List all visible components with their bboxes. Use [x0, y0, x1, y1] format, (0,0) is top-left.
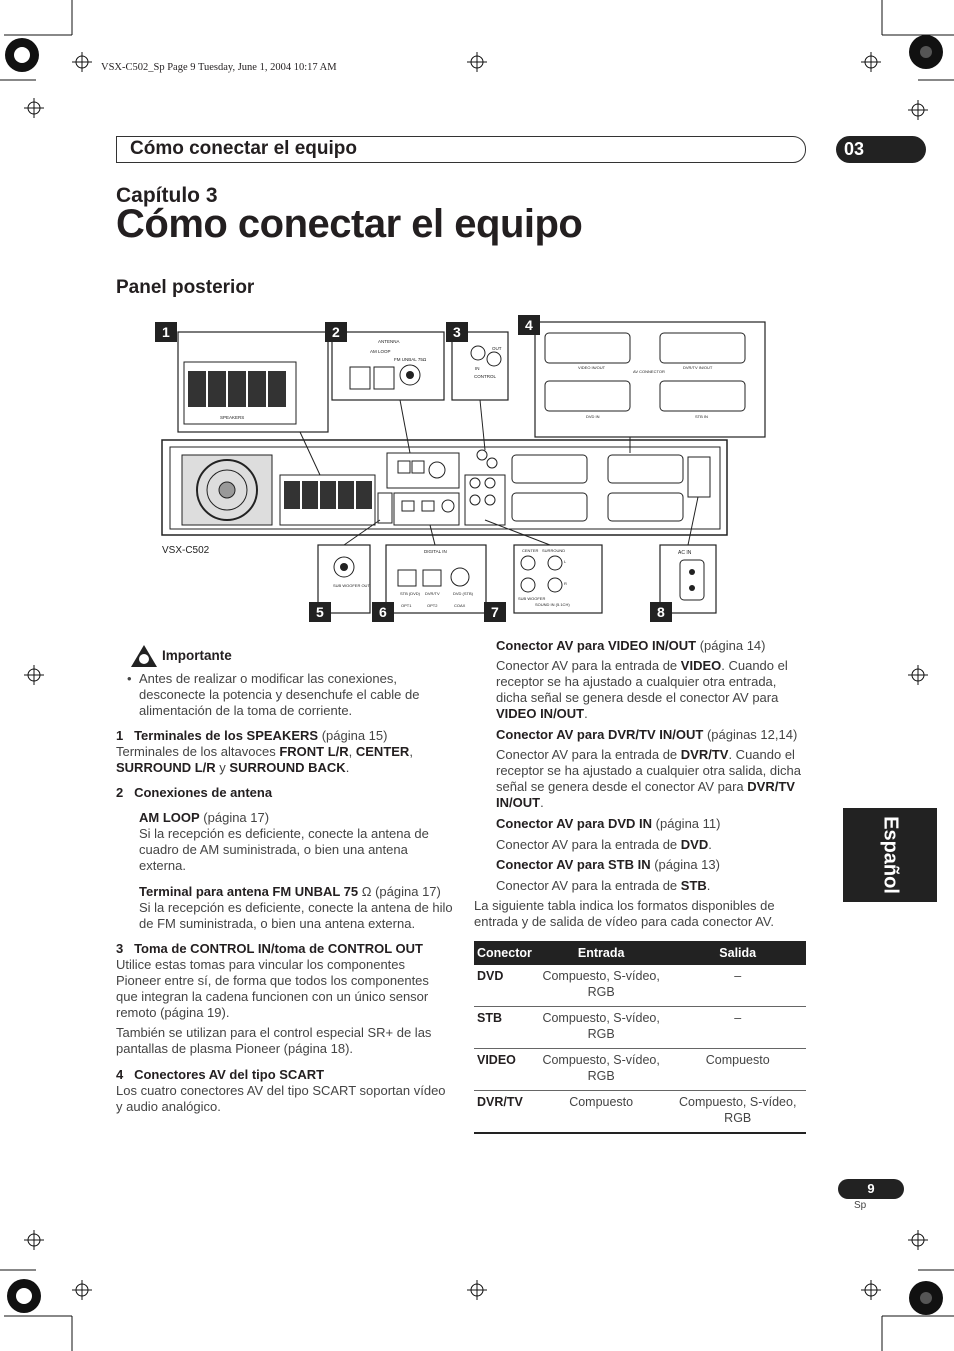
am-loop-page: (página 17): [203, 810, 270, 825]
dvd-text-2: .: [708, 837, 712, 852]
item-1-sep: ,: [348, 744, 356, 759]
label-control: CONTROL: [474, 374, 497, 379]
item-1-page: (página 15): [321, 728, 388, 743]
chapter-label: Capítulo 3: [116, 184, 218, 207]
item-4-heading: Conectores AV del tipo SCART: [134, 1067, 325, 1082]
rear-panel-diagram: [150, 315, 770, 625]
item-4-number: 4: [116, 1067, 124, 1082]
callout-number: 6: [379, 604, 387, 620]
callout-number: 7: [491, 604, 499, 620]
video-text: [496, 658, 810, 722]
am-loop-text: Si la recepción es deficiente, conecte la antena de cuadro de AM suministrada, o bien una antena externa.: [139, 826, 429, 873]
section-title: Panel posterior: [116, 277, 255, 298]
stb-heading: Conector AV para STB IN: [496, 857, 651, 872]
item-2-heading: Conexiones de antena: [134, 785, 273, 800]
page-number: 9: [838, 1179, 904, 1199]
label-dvd-stb: DVD (STB): [453, 591, 473, 596]
table-intro: La siguiente tabla indica los formatos disponibles de entrada y de salida de vídeo para cada conector AV.: [474, 898, 775, 929]
item-1-surround: SURROUND L/R: [116, 760, 216, 775]
callout-5: [309, 602, 331, 622]
label-sub-woofer: SUB WOOFER: [518, 596, 546, 601]
item-3-number: 3: [116, 941, 124, 956]
dvd-page: (página 11): [655, 816, 721, 831]
crop-mark-mid-left: [24, 665, 44, 685]
important-title: Importante: [162, 648, 232, 663]
item-1-sep: y: [215, 760, 230, 775]
important-bullet: Antes de realizar o modificar las conexiones, desconecte la potencia y desenchufe el cable de alimentación de la toma de corriente.: [139, 671, 420, 718]
dvr-page: (páginas 12,14): [706, 727, 798, 742]
stb-text-1: Conector AV para la entrada de: [496, 878, 681, 893]
dvd-bold: DVD: [680, 837, 709, 852]
table-cell: Compuesto: [669, 1049, 806, 1091]
scart-detail: [535, 322, 765, 453]
label-surround: SURROUND: [542, 548, 566, 553]
dvr-text-3: .: [540, 795, 544, 810]
table-row: [474, 1091, 806, 1134]
video-entry: [496, 638, 810, 654]
label-l: L: [564, 559, 567, 564]
label-digital-in: DIGITAL IN: [424, 549, 447, 554]
item-2-number: 2: [116, 785, 124, 800]
callout-8: [650, 602, 672, 622]
item-3-heading: Toma de CONTROL IN/toma de CONTROL OUT: [134, 941, 423, 956]
table-cell: DVD: [474, 965, 533, 1007]
crop-mark-top-center: [467, 52, 487, 72]
callout-number: 4: [525, 317, 533, 333]
item-4: [116, 1067, 452, 1115]
page-language: Sp: [854, 1200, 867, 1211]
crop-mark-top-right: [861, 0, 954, 120]
model-label: VSX-C502: [162, 545, 210, 556]
dvr-text-1: Conector AV para la entrada de: [496, 747, 681, 762]
stb-text-2: .: [706, 878, 711, 893]
table-cell: Compuesto, S-vídeo, RGB: [533, 965, 670, 1007]
dvd-entry: [496, 816, 810, 832]
callout-number: 8: [657, 604, 665, 620]
table-header: Conector: [474, 941, 533, 965]
label-speakers: SPEAKERS: [220, 415, 245, 420]
item-1-text: Terminales de los altavoces: [116, 744, 280, 759]
item-1-sep: ,: [409, 744, 413, 759]
label-control-in: IN: [475, 366, 480, 371]
crop-mark-bottom-left: [0, 1230, 92, 1351]
video-bold-2: VIDEO IN/OUT: [496, 706, 585, 721]
item-1-number: 1: [116, 728, 124, 743]
label-dvr-tv: DVR/TV: [425, 591, 440, 596]
fm-heading: Terminal para antena FM UNBAL 75: [139, 884, 362, 899]
table-header-row: [474, 941, 806, 965]
label-fm-unbal: FM UNBAL 75Ω: [394, 357, 427, 362]
stb-text: [496, 878, 810, 894]
print-line: VSX-C502_Sp Page 9 Tuesday, June 1, 2004 10:17 AM: [101, 62, 337, 73]
control-detail: [452, 332, 508, 450]
video-text-1: Conector AV para la entrada de: [496, 658, 681, 673]
crop-mark-top-left: [0, 0, 92, 118]
table-row: [474, 965, 806, 1007]
format-table: [474, 941, 806, 1134]
fm-ohm: Ω: [361, 884, 372, 899]
fm-page: (página 17): [375, 884, 441, 899]
video-text-2: . Cuando el receptor se ha ajustado a cualquier otra entrada, dicha señal se genera desde el conector AV para: [496, 658, 788, 705]
table-cell: Compuesto, S-vídeo, RGB: [533, 1049, 670, 1091]
callout-6: [372, 602, 394, 622]
header-title: Cómo conectar el equipo: [130, 138, 357, 159]
digital-in-detail: [386, 525, 486, 613]
stb-entry: [496, 857, 810, 873]
dvr-heading: Conector AV para DVR/TV IN/OUT: [496, 727, 704, 742]
label-ac-in: AC IN: [678, 550, 692, 556]
table-row: [474, 1007, 806, 1049]
item-1-front: FRONT L/R: [279, 744, 349, 759]
label-dvd-in: DVD IN: [586, 414, 600, 419]
label-video-in-out: VIDEO IN/OUT: [578, 365, 606, 370]
dvr-entry: [496, 727, 810, 743]
callout-number: 1: [162, 324, 170, 340]
table-cell: Compuesto, S-vídeo, RGB: [669, 1091, 806, 1134]
dvd-text-1: Conector AV para la entrada de: [496, 837, 681, 852]
label-stb-dvd: STB (DVD): [400, 591, 420, 596]
dvr-text: [496, 747, 810, 811]
item-1-surround-back: SURROUND BACK: [229, 760, 346, 775]
callout-number: 5: [316, 604, 324, 620]
crop-mark-bottom-right: [861, 1230, 954, 1351]
table-row: [474, 1049, 806, 1091]
callout-3: [446, 322, 468, 342]
item-3: [116, 941, 450, 1021]
antenna-detail: [332, 332, 444, 453]
label-opt2: OPT2: [427, 603, 438, 608]
receiver-unit: [162, 440, 727, 556]
warning-hand-icon: [130, 644, 158, 668]
am-loop-entry: [139, 810, 449, 874]
chapter-number-badge: 03: [836, 136, 926, 163]
fm-text: Si la recepción es deficiente, conecte la antena de hilo de FM suministrada, o bien una antena externa.: [139, 900, 453, 931]
dvd-heading: Conector AV para DVD IN: [496, 816, 653, 831]
table-cell: VIDEO: [474, 1049, 533, 1091]
item-3-text-1: Utilice estas tomas para vincular los componentes Pioneer entre sí, de forma que todos los componentes que integran la cadena funcionen con un único sensor remoto (página 19).: [116, 957, 429, 1020]
crop-mark-mid-right: [908, 665, 928, 685]
label-opt1: OPT1: [401, 603, 412, 608]
video-text-3: .: [584, 706, 588, 721]
label-stb-in: STB IN: [695, 414, 708, 419]
table-cell: Compuesto: [533, 1091, 670, 1134]
callout-2: [325, 322, 347, 342]
label-control-out: OUT: [492, 346, 502, 351]
item-4-text: Los cuatro conectores AV del tipo SCART soportan vídeo y audio analógico.: [116, 1083, 446, 1114]
item-2: [116, 785, 272, 801]
item-3-text-2: También se utilizan para el control especial SR+ de las pantallas de plasma Pioneer (página 18).: [116, 1025, 432, 1056]
table-header: Entrada: [533, 941, 670, 965]
table-cell: STB: [474, 1007, 533, 1049]
item-1: [116, 728, 456, 776]
table-cell: –: [669, 1007, 806, 1049]
am-loop-heading: AM LOOP: [139, 810, 200, 825]
label-subwoofer-out: SUB WOOFER OUT: [333, 583, 370, 588]
label-am-loop: AM LOOP: [370, 349, 391, 354]
bullet-mark: •: [127, 671, 132, 686]
label-r: R: [564, 581, 567, 586]
label-antenna: ANTENNA: [378, 339, 400, 344]
label-dvr-tv-in-out: DVR/TV IN/OUT: [683, 365, 713, 370]
label-center: CENTER: [522, 548, 539, 553]
table-header: Salida: [669, 941, 806, 965]
callout-number: 3: [453, 324, 461, 340]
table-cell: –: [669, 965, 806, 1007]
table-cell: DVR/TV: [474, 1091, 533, 1134]
item-1-heading: Terminales de los SPEAKERS: [134, 728, 319, 743]
dvr-bold-2: DVR/TV IN/OUT: [496, 779, 795, 810]
item-1-sep: .: [345, 760, 350, 775]
label-av-connector: AV CONNECTOR: [633, 369, 665, 374]
callout-number: 2: [332, 324, 340, 340]
item-1-center: CENTER: [355, 744, 410, 759]
table-cell: Compuesto, S-vídeo, RGB: [533, 1007, 670, 1049]
language-tab-label: Español: [879, 816, 902, 894]
page-title: Cómo conectar el equipo: [116, 202, 583, 246]
label-coax: COAX: [454, 603, 466, 608]
fm-entry: [139, 884, 455, 932]
video-heading: Conector AV para VIDEO IN/OUT: [496, 638, 697, 653]
callout-7: [484, 602, 506, 622]
crop-mark-bottom-center: [467, 1280, 487, 1300]
language-tab: [843, 808, 937, 902]
dvr-text-2: . Cuando el receptor se ha ajustado a cualquier otra salida, dicha señal se genera desde el conector AV para: [496, 747, 801, 794]
stb-page: (página 13): [654, 857, 720, 872]
callout-4: [518, 315, 540, 335]
video-bold-1: VIDEO: [680, 658, 722, 673]
label-sound-in: SOUND IN (5.1CH): [535, 602, 570, 607]
dvd-text: [496, 837, 810, 853]
callout-1: [155, 322, 177, 342]
stb-bold: STB: [680, 878, 707, 893]
video-page: (página 14): [699, 638, 766, 653]
dvr-bold-1: DVR/TV: [680, 747, 729, 762]
